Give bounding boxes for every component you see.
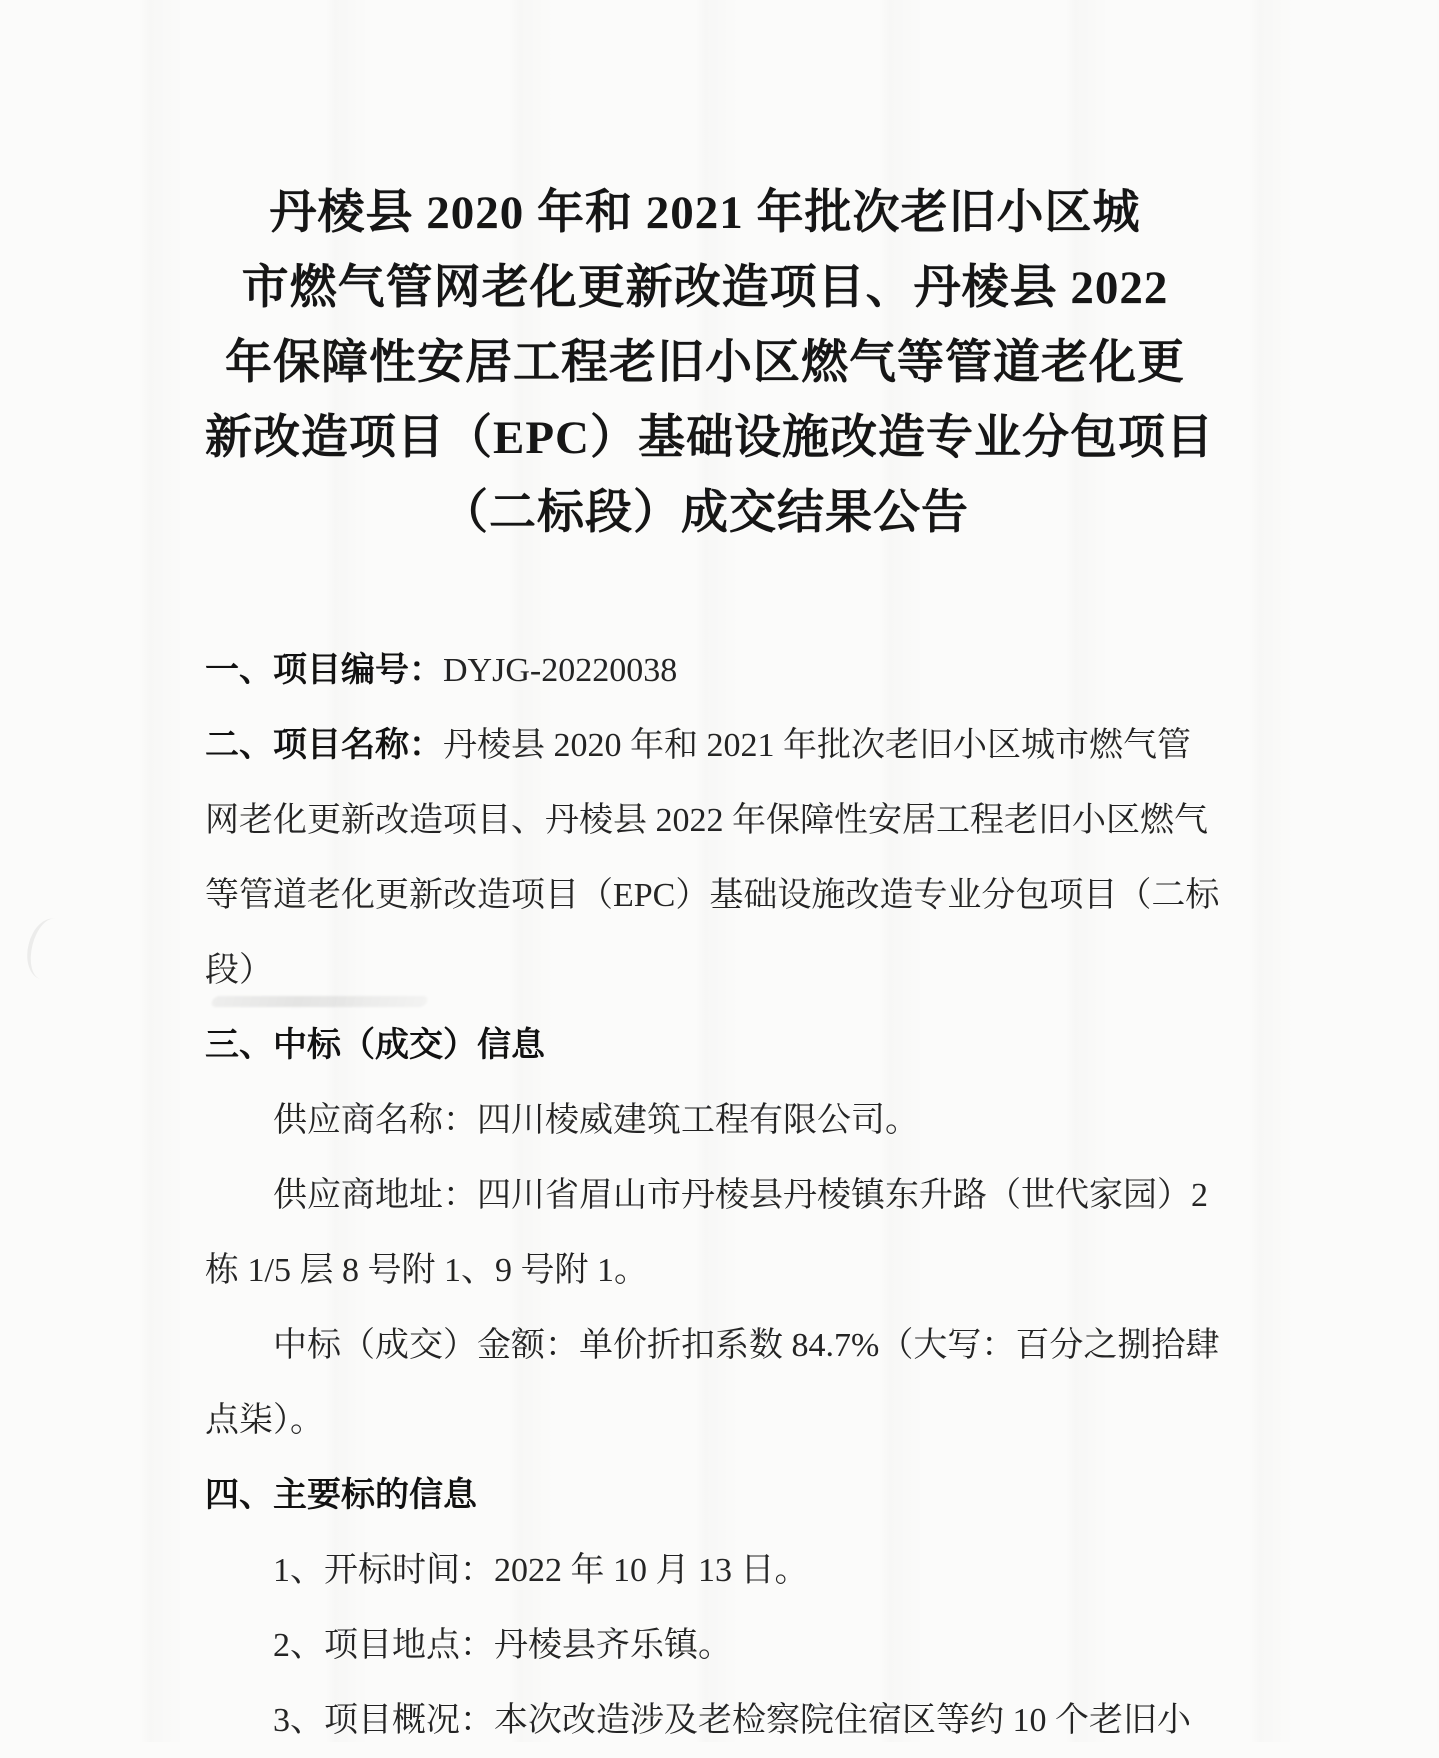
document-body <box>205 633 1220 1758</box>
project-location-line: 2、项目地点：丹棱县齐乐镇。 <box>273 1627 732 1664</box>
document-title-line: （二标段）成交结果公告 <box>441 487 969 539</box>
award-amount-continuation: 点柒）。 <box>205 1402 324 1439</box>
project-name-label: 二、项目名称： <box>205 726 443 764</box>
scan-smudge-artifact <box>21 914 75 984</box>
project-name-continuation: 段） <box>205 952 273 989</box>
document-title-line: 新改造项目（EPC）基础设施改造专业分包项目 <box>205 412 1214 464</box>
project-name-text: 丹棱县 2020 年和 2021 年批次老旧小区城市燃气管 <box>443 727 1191 764</box>
award-amount-line: 中标（成交）金额：单价折扣系数 84.7%（大写：百分之捌拾肆 <box>273 1327 1220 1364</box>
supplier-name-line: 供应商名称：四川棱威建筑工程有限公司。 <box>273 1102 919 1139</box>
project-name-line <box>205 708 1205 783</box>
document-title-line: 丹棱县 2020 年和 2021 年批次老旧小区城 <box>269 187 1141 239</box>
bid-opening-time-line: 1、开标时间：2022 年 10 月 13 日。 <box>273 1552 809 1589</box>
project-name-continuation: 网老化更新改造项目、丹棱县 2022 年保障性安居工程老旧小区燃气 <box>205 802 1208 839</box>
project-name-continuation: 等管道老化更新改造项目（EPC）基础设施改造专业分包项目（二标 <box>205 877 1220 914</box>
project-number-value: DYJG-20220038 <box>443 652 678 689</box>
document-content <box>205 176 1220 1758</box>
document-title-line: 年保障性安居工程老旧小区燃气等管道老化更 <box>225 337 1185 389</box>
project-number-line <box>205 633 1205 708</box>
supplier-address-line: 供应商地址：四川省眉山市丹棱县丹棱镇东升路（世代家园）2 <box>273 1177 1208 1214</box>
project-overview-line: 3、项目概况：本次改造涉及老检察院住宿区等约 10 个老旧小 <box>273 1702 1191 1739</box>
document-title <box>205 176 1214 551</box>
supplier-address-continuation: 栋 1/5 层 8 号附 1、9 号附 1。 <box>205 1252 648 1289</box>
document-title-line: 市燃气管网老化更新改造项目、丹棱县 2022 <box>241 262 1169 314</box>
main-subject-heading: 四、主要标的信息 <box>205 1476 477 1514</box>
project-number-label: 一、项目编号： <box>205 651 443 689</box>
award-info-heading: 三、中标（成交）信息 <box>205 1026 545 1064</box>
